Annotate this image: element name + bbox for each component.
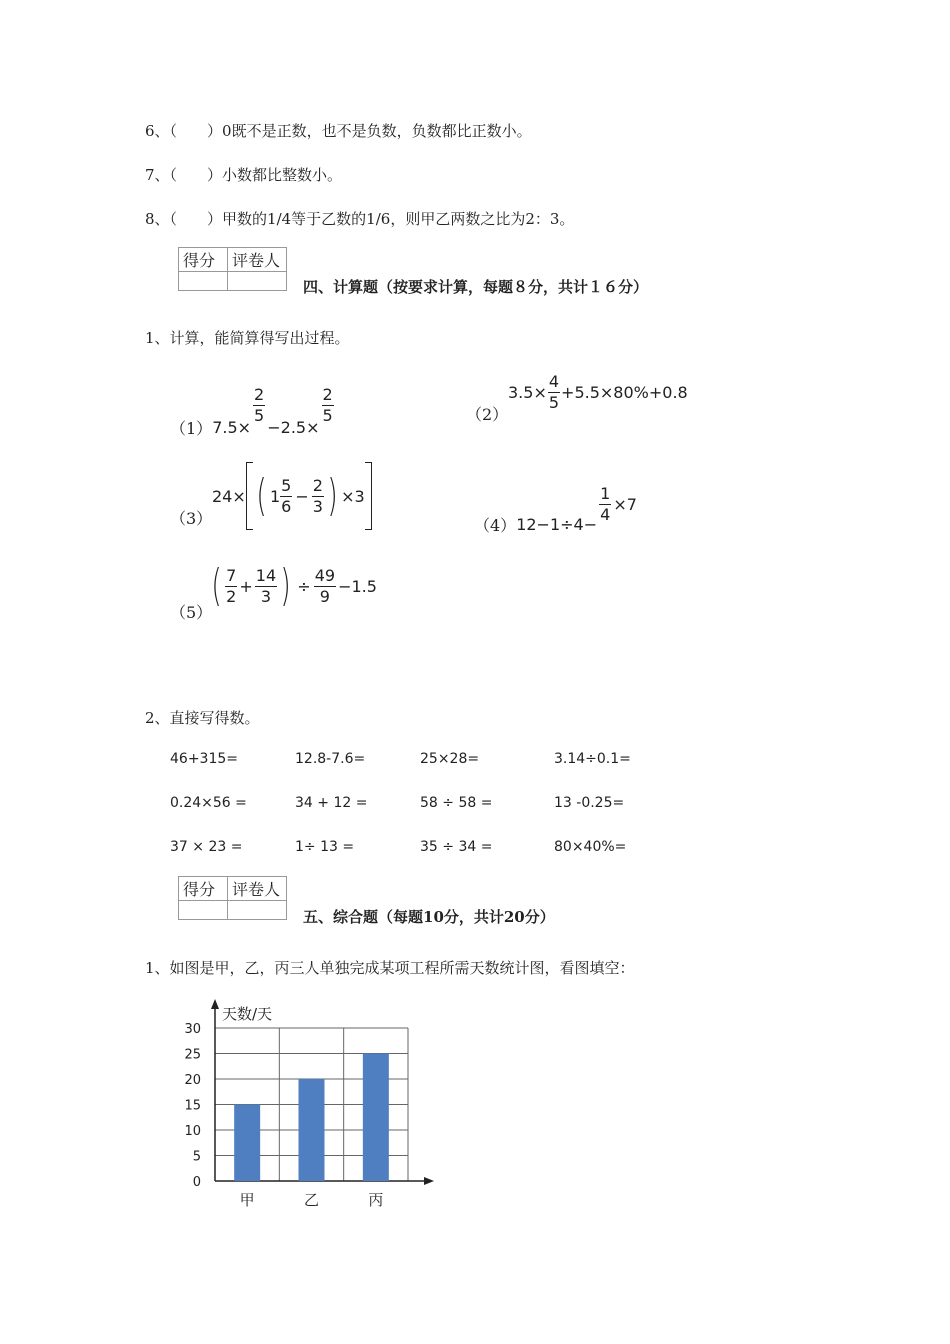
fraction: $\frac{1}{4}$ — [600, 484, 611, 524]
judge-item-8: 8、（ ）甲数的1/4等于乙数的1/6，则甲乙两数之比为2：3。 — [145, 210, 575, 228]
problem-3-label: （3） — [170, 509, 213, 528]
oral-item: 80×40%= — [554, 839, 627, 855]
score-box — [178, 247, 287, 291]
oral-item: 3.14÷0.1= — [554, 751, 631, 767]
y-tick-label: 15 — [184, 1098, 201, 1114]
oral-item: 35 ÷ 34 = — [420, 839, 493, 855]
grader-label: 评卷人 — [228, 248, 287, 272]
fraction: $\frac{5}{6}$ — [281, 475, 292, 516]
oral-item: 12.8-7.6= — [295, 751, 366, 767]
section-4-title: 四、计算题（按要求计算，每题８分，共计１６分） — [303, 278, 649, 296]
x-axis-arrow — [424, 1177, 434, 1185]
x-tick-label: 乙 — [303, 1191, 320, 1209]
divide-sign: ÷ — [297, 576, 311, 596]
score-box — [178, 876, 287, 920]
y-axis-label: 天数/天 — [222, 1005, 273, 1023]
calc-problem-1 — [170, 372, 336, 439]
grader-cell[interactable] — [228, 272, 287, 291]
problem-4-label: （4） — [474, 516, 517, 535]
score-label: 得分 — [179, 248, 228, 272]
mixed-whole: 1 — [269, 486, 281, 506]
fraction: $\frac{49}{9}$ — [314, 565, 336, 606]
y-tick-label: 20 — [184, 1073, 201, 1088]
right-paren: ) — [327, 470, 338, 521]
oral-item: 25×28= — [420, 751, 480, 767]
calc-problem-2 — [508, 372, 688, 413]
problem-5-label: （5） — [170, 603, 213, 622]
y-axis-arrow — [211, 999, 219, 1009]
oral-item: 0.24×56 = — [170, 795, 247, 811]
calc-problem-5 — [208, 560, 377, 611]
y-tick-label: 30 — [184, 1022, 201, 1037]
score-cell[interactable] — [179, 272, 228, 291]
grader-label: 评卷人 — [228, 877, 287, 901]
score-cell[interactable] — [179, 901, 228, 920]
problem-1-label: （1） — [170, 419, 213, 438]
y-tick-label: 5 — [192, 1149, 201, 1165]
problem-2-label: （2） — [466, 405, 509, 424]
question-5-1-text: 1、如图是甲，乙，丙三人单独完成某项工程所需天数统计图，看图填空： — [145, 959, 635, 977]
bar — [299, 1079, 325, 1181]
x-tick-label: 甲 — [239, 1191, 255, 1209]
calc-problem-4 — [474, 473, 637, 536]
problem-3-tail: ×3 — [341, 486, 365, 506]
left-paren: ( — [211, 560, 222, 611]
oral-item: 13 -0.25= — [554, 795, 625, 811]
oral-item: 46+315= — [170, 751, 238, 767]
fraction: $\frac{2}{3}$ — [312, 475, 323, 516]
y-tick-label: 10 — [184, 1124, 201, 1139]
oral-item: 37 × 23 = — [170, 839, 243, 855]
y-tick-label: 0 — [192, 1175, 201, 1190]
bar — [234, 1105, 260, 1182]
score-label: 得分 — [179, 877, 228, 901]
plus-sign: + — [239, 576, 253, 596]
y-tick-label: 25 — [184, 1047, 201, 1063]
problem-3-term-a: 24× — [212, 486, 246, 506]
fraction: $\frac{14}{3}$ — [255, 565, 277, 606]
judge-item-6: 6、（ ）0既不是正数，也不是负数，负数都比正数小。 — [145, 122, 532, 140]
bar-chart — [170, 995, 440, 1215]
fraction: $\frac{2}{5}$ — [322, 385, 333, 425]
question-1-text: 1、计算，能简算得写出过程。 — [145, 329, 350, 347]
problem-2-term-a: 3.5× — [508, 383, 547, 402]
problem-2-term-b: +5.5×80%+0.8 — [561, 383, 688, 402]
fraction: $\frac{2}{5}$ — [254, 385, 265, 425]
right-bracket — [365, 462, 372, 530]
problem-1-term-a: 7.5× — [212, 418, 252, 437]
grader-cell[interactable] — [228, 901, 287, 920]
oral-item: 1÷ 13 = — [295, 839, 355, 855]
question-2-text: 2、直接写得数。 — [145, 709, 260, 727]
left-bracket — [246, 462, 253, 530]
judge-item-7: 7、（ ）小数都比整数小。 — [145, 166, 343, 184]
bar — [363, 1054, 389, 1182]
calc-problem-3 — [212, 462, 372, 530]
x-tick-label: 丙 — [368, 1191, 384, 1209]
minus-sign: − — [295, 486, 309, 506]
oral-item: 58 ÷ 58 = — [420, 795, 493, 811]
fraction: $\frac{4}{5}$ — [548, 372, 560, 412]
fraction: $\frac{7}{2}$ — [226, 565, 237, 606]
left-paren: ( — [256, 470, 267, 521]
problem-4-term-a: 12−1÷4− — [516, 515, 598, 534]
problem-1-term-b: −2.5× — [267, 418, 320, 437]
oral-item: 34 + 12 = — [295, 795, 368, 811]
problem-5-tail: −1.5 — [338, 576, 377, 596]
right-paren: ) — [280, 560, 291, 611]
problem-4-term-b: ×7 — [613, 495, 637, 514]
section-5-title: 五、综合题（每题10分，共计20分） — [303, 908, 555, 926]
